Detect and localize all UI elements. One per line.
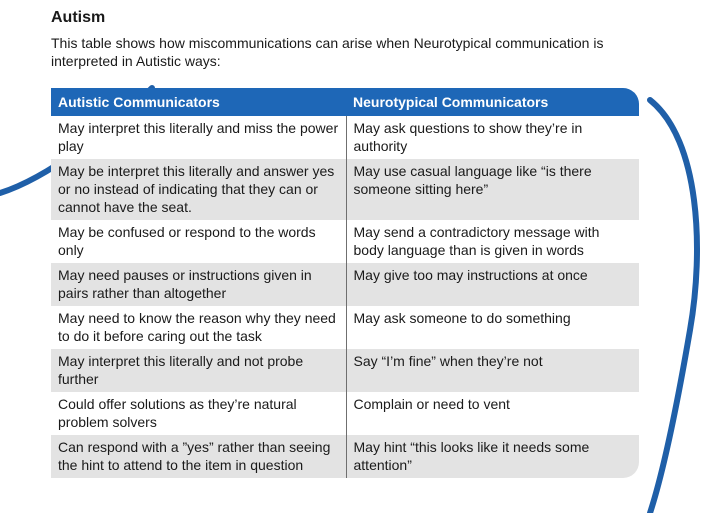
autistic-cell: Can respond with a ”yes” rather than seeing the hint to attend to the item in question: [51, 435, 346, 478]
table-row: [51, 159, 639, 220]
header-neurotypical-communicators: Neurotypical Communicators: [346, 88, 639, 116]
neurotypical-cell: Say “I’m fine” when they’re not: [346, 349, 639, 392]
neurotypical-cell: May send a contradictory message with body language than is given in words: [346, 220, 639, 263]
table-row: [51, 220, 639, 263]
table-row: [51, 263, 639, 306]
table-row: [51, 435, 639, 478]
neurotypical-cell: May ask someone to do something: [346, 306, 639, 349]
neurotypical-cell: May hint “this looks like it needs some attention”: [346, 435, 639, 478]
table-row: [51, 392, 639, 435]
intro-paragraph: This table shows how miscommunications can arise when Neurotypical communication is interpreted in Autistic ways:: [51, 35, 604, 69]
neurotypical-cell: May use casual language like “is there someone sitting here”: [346, 159, 639, 220]
autistic-cell: May interpret this literally and not probe further: [51, 349, 346, 392]
neurotypical-cell: May ask questions to show they’re in authority: [346, 116, 639, 159]
autistic-cell: Could offer solutions as they’re natural problem solvers: [51, 392, 346, 435]
autistic-cell: May interpret this literally and miss the power play: [51, 116, 346, 159]
miscommunication-table: [51, 88, 639, 478]
neurotypical-cell: May give too may instructions at once: [346, 263, 639, 306]
neurotypical-cell: Complain or need to vent: [346, 392, 639, 435]
autistic-cell: May be confused or respond to the words only: [51, 220, 346, 263]
autistic-cell: May need pauses or instructions given in pairs rather than altogether: [51, 263, 346, 306]
header-autistic-communicators: Autistic Communicators: [51, 88, 346, 116]
table-row: [51, 349, 639, 392]
table-row: [51, 306, 639, 349]
autistic-cell: May be interpret this literally and answer yes or no instead of indicating that they can or cannot have the seat.: [51, 159, 346, 220]
table-row: [51, 116, 639, 159]
table-header-row: [51, 88, 639, 116]
autistic-cell: May need to know the reason why they need to do it before caring out the task: [51, 306, 346, 349]
right-swoosh-line: [650, 100, 697, 513]
page-title: Autism: [51, 9, 106, 26]
